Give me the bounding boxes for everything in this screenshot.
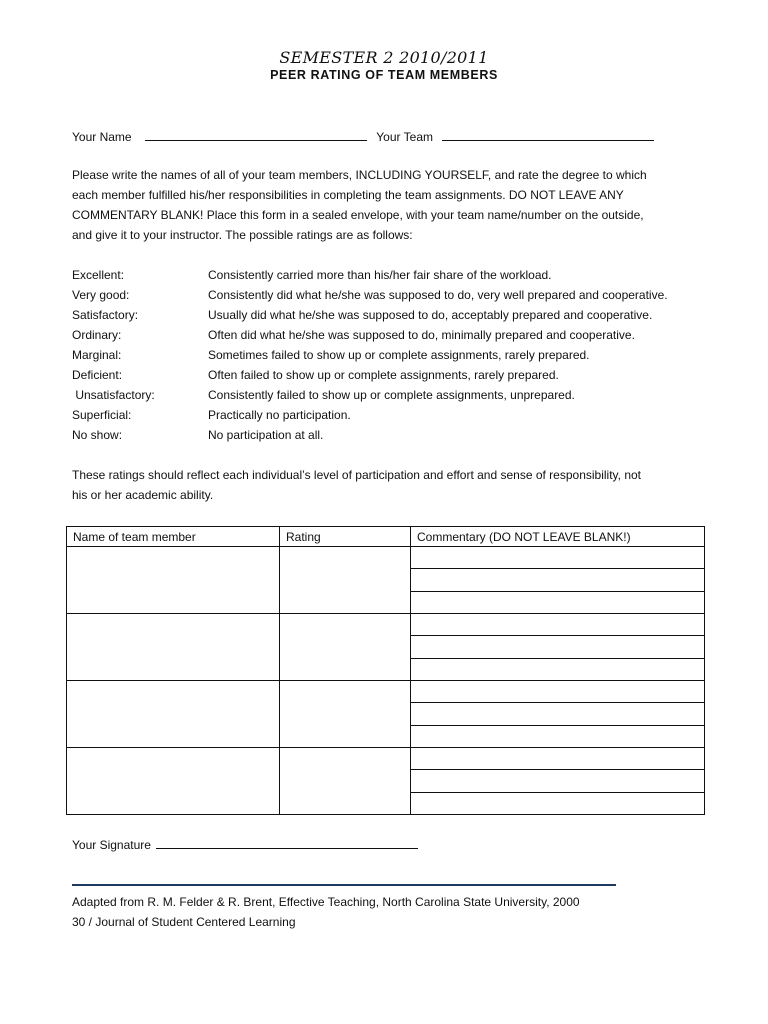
- rating-cell[interactable]: [280, 681, 411, 748]
- rating-scale-row: [72, 365, 712, 385]
- commentary-line[interactable]: [411, 748, 704, 770]
- commentary-line[interactable]: [411, 703, 704, 725]
- instructions: [72, 165, 712, 245]
- commentary-line[interactable]: [411, 614, 704, 636]
- table-row: [67, 547, 705, 614]
- rating-scale-row: [72, 385, 712, 405]
- rating-description: Practically no participation.: [208, 408, 351, 422]
- rating-column-header: Rating: [280, 527, 411, 547]
- commentary-line[interactable]: [411, 726, 704, 747]
- rating-description: Consistently did what he/she was supposed to do, very well prepared and cooperative.: [208, 288, 668, 302]
- signature-field[interactable]: [156, 838, 418, 849]
- credit-text: Adapted from R. M. Felder & R. Brent, Effective Teaching, North Carolina State University, 2000: [72, 895, 580, 909]
- rating-scale-row: [72, 325, 712, 345]
- semester-heading: SEMESTER 2 2010/2011: [279, 48, 489, 67]
- rating-scale-row: [72, 265, 712, 285]
- rating-table: [66, 526, 705, 815]
- name-team-row: [72, 127, 654, 147]
- commentary-column-header: Commentary (DO NOT LEAVE BLANK!): [411, 527, 705, 547]
- member-name-cell[interactable]: [67, 614, 280, 681]
- rating-scale-row: [72, 305, 712, 325]
- commentary-cell: [411, 748, 705, 815]
- rating-name: Excellent:: [72, 268, 125, 282]
- rating-name: Superficial:: [72, 408, 132, 422]
- note-line: These ratings should reflect each individual’s level of participation and effort and sense of responsibility, not: [72, 468, 642, 482]
- your-team-field[interactable]: [442, 130, 654, 141]
- table-row: [67, 614, 705, 681]
- rating-scale-row: [72, 345, 712, 365]
- signature-label: Your Signature: [72, 838, 151, 852]
- rating-name: No show:: [72, 428, 123, 442]
- your-name-label: Your Name: [72, 130, 132, 144]
- signature-row: [72, 835, 418, 855]
- instructions-line: and give it to your instructor. The possible ratings are as follows:: [72, 228, 413, 242]
- member-name-cell[interactable]: [67, 681, 280, 748]
- your-team-label: Your Team: [376, 130, 433, 144]
- commentary-line[interactable]: [411, 681, 704, 703]
- table-row: [67, 748, 705, 815]
- member-name-cell[interactable]: [67, 547, 280, 614]
- ratings-note: [72, 465, 712, 505]
- commentary-line[interactable]: [411, 793, 704, 814]
- page-reference: 30 / Journal of Student Centered Learning: [72, 915, 296, 929]
- rating-description: Often did what he/she was supposed to do, minimally prepared and cooperative.: [208, 328, 635, 342]
- rating-name: Satisfactory:: [72, 308, 139, 322]
- commentary-line[interactable]: [411, 569, 704, 591]
- commentary-line[interactable]: [411, 770, 704, 792]
- rating-description: Consistently carried more than his/her fair share of the workload.: [208, 268, 552, 282]
- commentary-line[interactable]: [411, 659, 704, 680]
- table-header-row: [67, 527, 705, 547]
- rating-description: Usually did what he/she was supposed to do, acceptably prepared and cooperative.: [208, 308, 653, 322]
- commentary-cell: [411, 614, 705, 681]
- commentary-cell: [411, 681, 705, 748]
- your-name-field[interactable]: [145, 130, 367, 141]
- commentary-line[interactable]: [411, 636, 704, 658]
- commentary-line[interactable]: [411, 592, 704, 613]
- rating-description: No participation at all.: [208, 428, 324, 442]
- rating-name: Unsatisfactory:: [72, 388, 155, 402]
- rating-scale-row: [72, 425, 712, 445]
- rating-name: Marginal:: [72, 348, 122, 362]
- rating-cell[interactable]: [280, 547, 411, 614]
- commentary-cell: [411, 547, 705, 614]
- rating-description: Consistently failed to show up or complete assignments, unprepared.: [208, 388, 575, 402]
- footer-divider: [72, 884, 616, 886]
- form-title: PEER RATING OF TEAM MEMBERS: [270, 68, 498, 82]
- name-column-header: Name of team member: [67, 527, 280, 547]
- instructions-line: COMMENTARY BLANK! Place this form in a sealed envelope, with your team name/number on the outside,: [72, 208, 644, 222]
- instructions-line: Please write the names of all of your team members, INCLUDING YOURSELF, and rate the degree to which: [72, 168, 647, 182]
- ratings-scale: [72, 265, 712, 445]
- rating-name: Ordinary:: [72, 328, 122, 342]
- rating-cell[interactable]: [280, 748, 411, 815]
- rating-scale-row: [72, 285, 712, 305]
- instructions-line: each member fulfilled his/her responsibilities in completing the team assignments. DO NOT LEAVE ANY: [72, 188, 624, 202]
- commentary-line[interactable]: [411, 547, 704, 569]
- member-name-cell[interactable]: [67, 748, 280, 815]
- footer: [72, 892, 580, 932]
- rating-name: Very good:: [72, 288, 130, 302]
- rating-scale-row: [72, 405, 712, 425]
- rating-name: Deficient:: [72, 368, 123, 382]
- note-line: his or her academic ability.: [72, 488, 214, 502]
- rating-cell[interactable]: [280, 614, 411, 681]
- rating-description: Often failed to show up or complete assignments, rarely prepared.: [208, 368, 559, 382]
- rating-description: Sometimes failed to show up or complete assignments, rarely prepared.: [208, 348, 590, 362]
- table-row: [67, 681, 705, 748]
